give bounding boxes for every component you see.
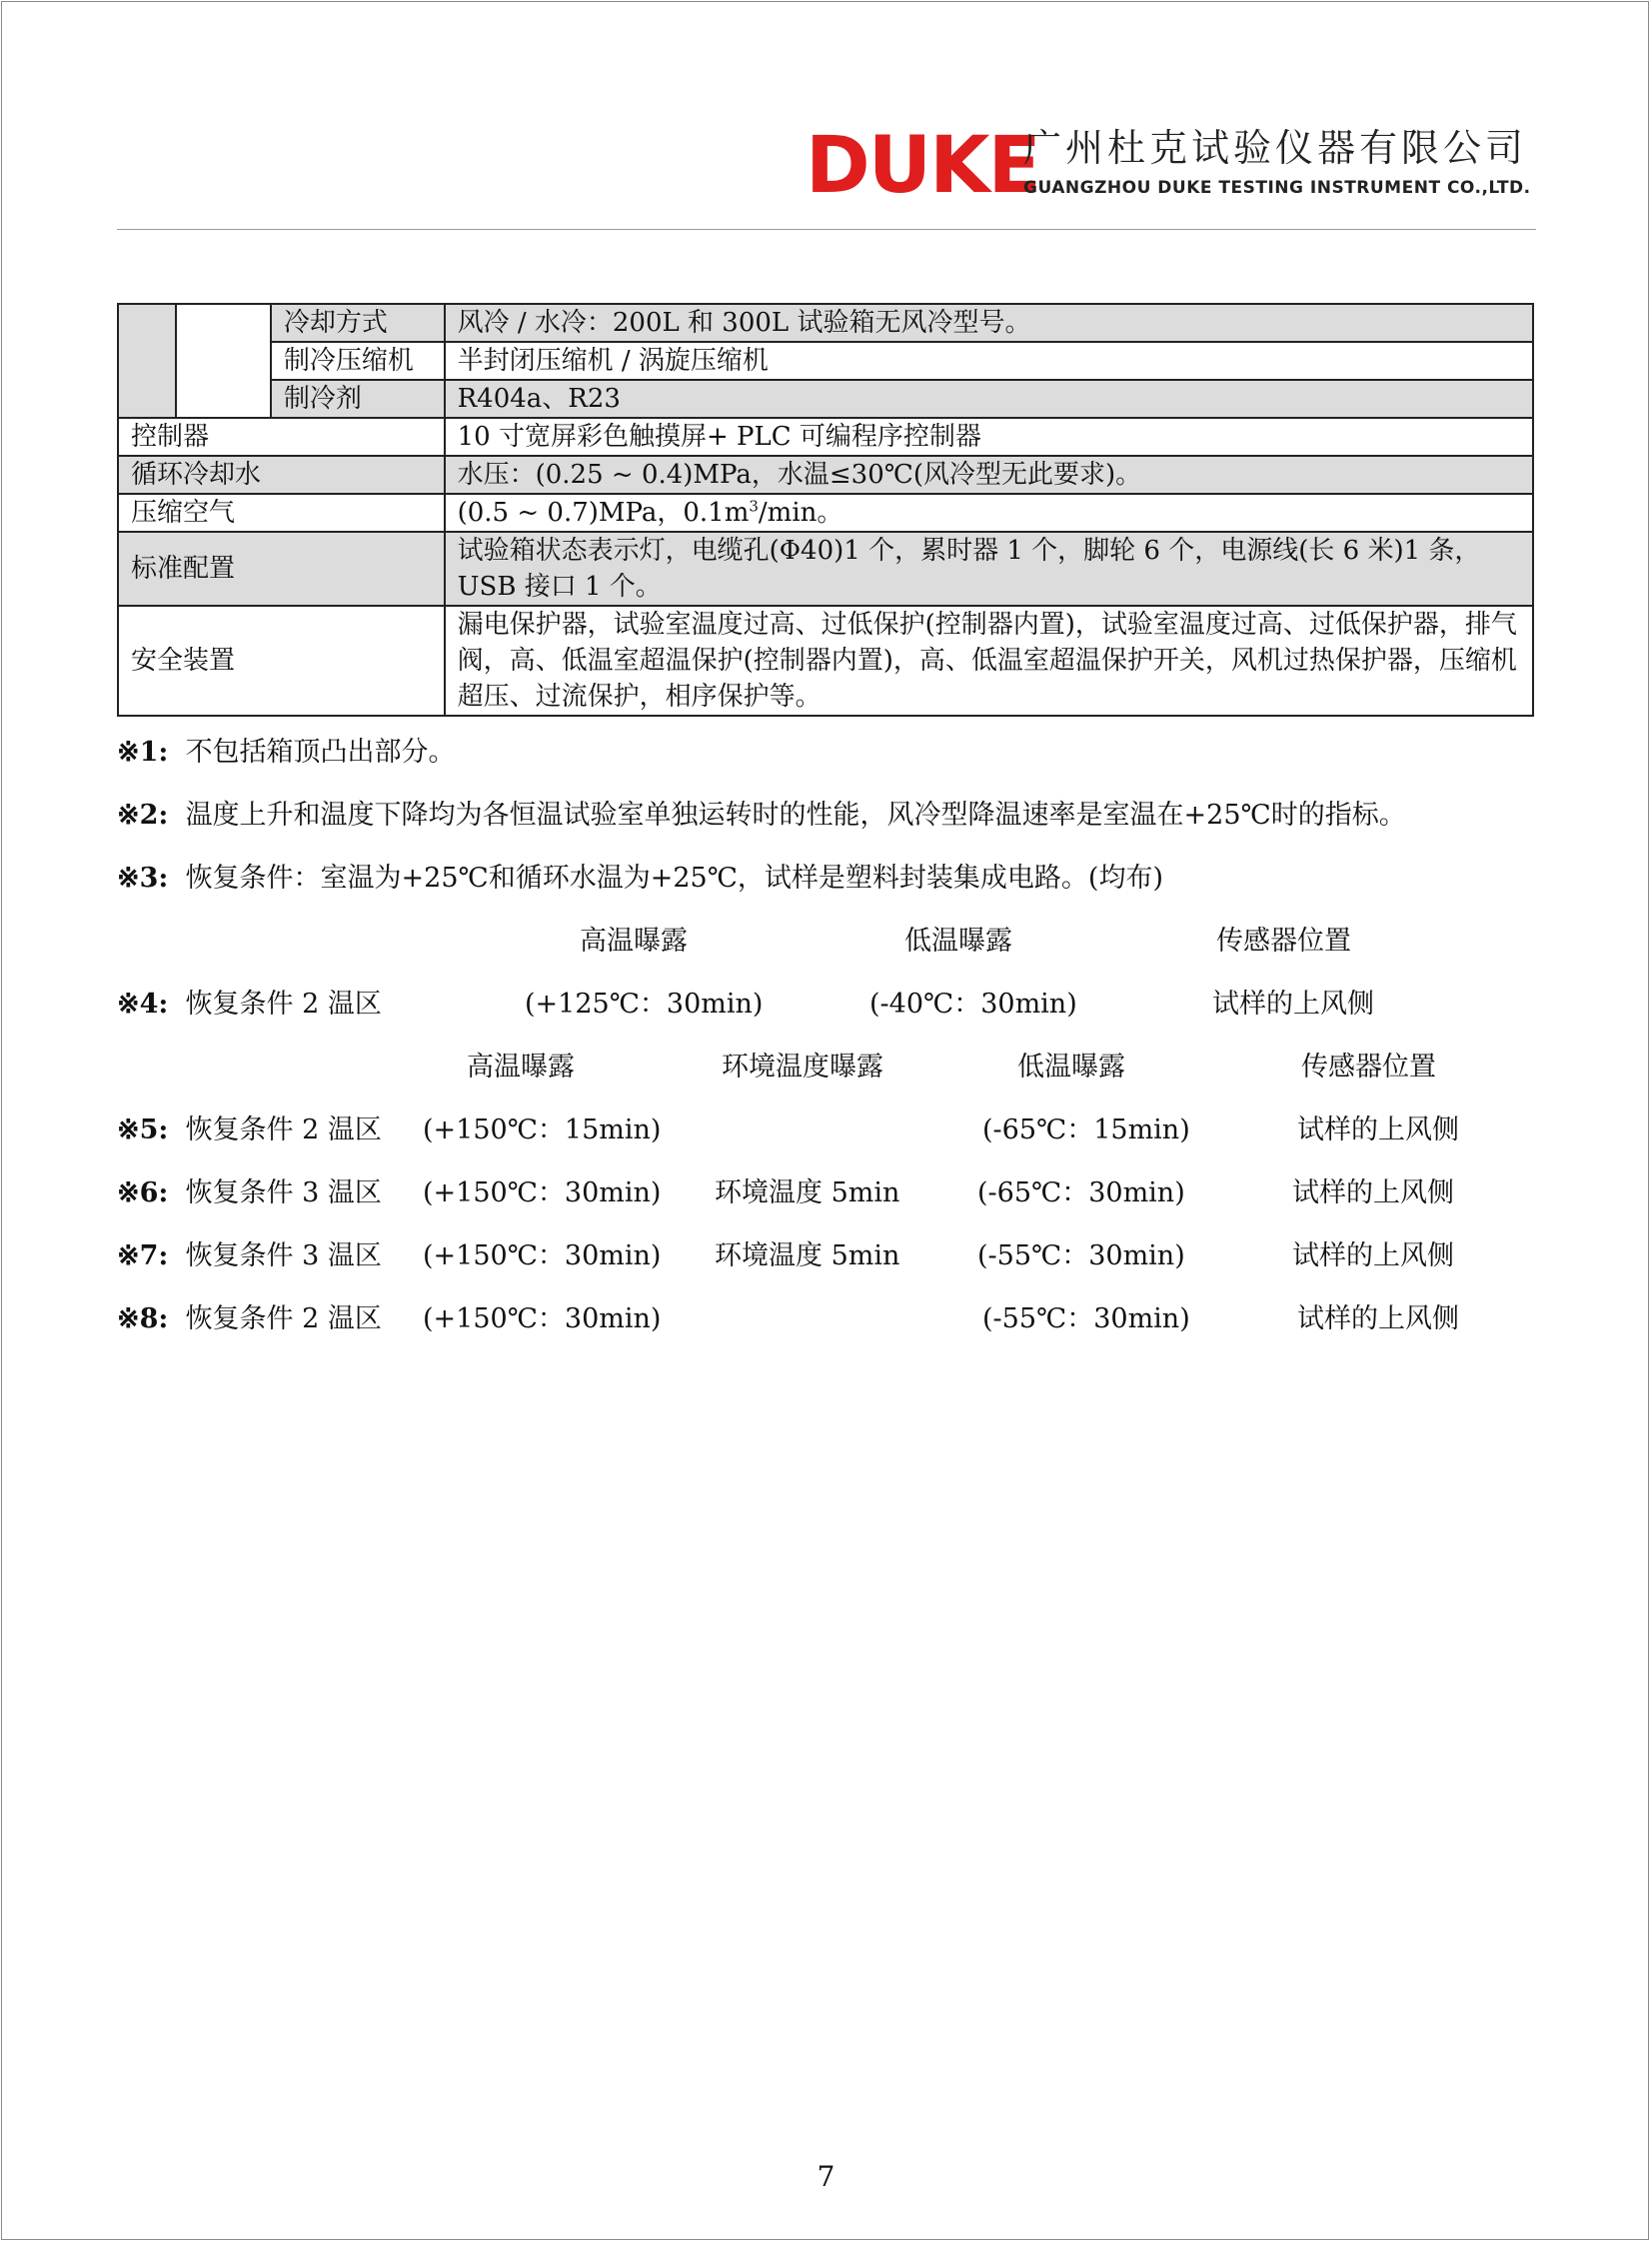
- note-text: 恢复条件 2 温区: [185, 1303, 382, 1334]
- sensor-position-value: 试样的上风侧: [1297, 1303, 1459, 1334]
- table-row: [118, 418, 1533, 456]
- controller-label: 控制器: [118, 418, 445, 456]
- low-exposure-value: (-55℃：30min): [982, 1303, 1190, 1334]
- note-mark: ※6:: [117, 1177, 169, 1208]
- ambient-exposure-value: 环境温度 5min: [715, 1177, 900, 1208]
- note-text: 恢复条件 3 温区: [185, 1177, 382, 1208]
- high-exposure-value: (+125℃：30min): [525, 989, 764, 1020]
- note-6: [117, 1175, 382, 1211]
- note-3: [117, 861, 1163, 897]
- compressor-value: 半封闭压缩机 / 涡旋压缩机: [445, 342, 1533, 380]
- column-header-low: 低温曝露: [904, 926, 1012, 957]
- note-text: 不包括箱顶凸出部分。: [185, 737, 456, 768]
- note-text: 恢复条件 2 温区: [185, 989, 382, 1020]
- note-text: 恢复条件 3 温区: [185, 1240, 382, 1271]
- column-header-high: 高温曝露: [467, 1052, 575, 1083]
- company-name-en: GUANGZHOU DUKE TESTING INSTRUMENT CO.,LTD.: [1023, 178, 1531, 198]
- column-header-sensor: 传感器位置: [1216, 926, 1351, 957]
- standard-config-label: 标准配置: [118, 532, 445, 606]
- column-header-sensor: 传感器位置: [1301, 1052, 1436, 1083]
- company-name-cn: 广州杜克试验仪器有限公司: [1023, 126, 1528, 170]
- compressor-label: 制冷压缩机: [271, 342, 445, 380]
- table-row: [118, 494, 1533, 532]
- note-1: [117, 735, 456, 771]
- note-mark: ※7:: [117, 1240, 169, 1271]
- note-mark: ※3:: [117, 863, 169, 894]
- low-exposure-value: (-65℃：15min): [982, 1115, 1190, 1145]
- refrigerant-label: 制冷剂: [271, 380, 445, 418]
- note-mark: ※4:: [117, 989, 169, 1020]
- note-text: 温度上升和温度下降均为各恒温试验室单独运转时的性能，风冷型降温速率是室温在+25℃时的指标。: [185, 800, 1406, 831]
- sensor-position-value: 试样的上风侧: [1212, 989, 1374, 1020]
- cooling-method-label: 冷却方式: [271, 304, 445, 342]
- note-4: [117, 987, 382, 1023]
- table-row: [118, 304, 1533, 342]
- column-header-low: 低温曝露: [1017, 1052, 1125, 1083]
- spec-table: [117, 303, 1534, 717]
- air-value-superscript: 3: [749, 497, 759, 516]
- column-header-high: 高温曝露: [580, 926, 688, 957]
- note-mark: ※5:: [117, 1115, 169, 1145]
- water-value: 水压：(0.25 ~ 0.4)MPa，水温≤30℃(风冷型无此要求)。: [445, 456, 1533, 494]
- table-row: [118, 342, 1533, 380]
- merged-cell: [176, 304, 271, 418]
- sensor-position-value: 试样的上风侧: [1297, 1115, 1459, 1145]
- low-exposure-value: (-55℃：30min): [977, 1240, 1185, 1271]
- air-value-main: (0.5 ~ 0.7)MPa，0.1m: [457, 498, 750, 528]
- header-divider: [117, 229, 1536, 230]
- sensor-position-value: 试样的上风侧: [1292, 1240, 1454, 1271]
- note-7: [117, 1238, 382, 1274]
- table-row: [118, 532, 1533, 606]
- high-exposure-value: (+150℃：30min): [423, 1240, 662, 1271]
- note-mark: ※2:: [117, 800, 169, 831]
- column-header-ambient: 环境温度曝露: [722, 1052, 883, 1083]
- low-exposure-value: (-65℃：30min): [977, 1177, 1185, 1208]
- safety-label: 安全装置: [118, 606, 445, 716]
- note-5: [117, 1113, 382, 1148]
- table-row: [118, 456, 1533, 494]
- table-row: [118, 606, 1533, 716]
- standard-config-value: 试验箱状态表示灯，电缆孔(Φ40)1 个，累时器 1 个，脚轮 6 个，电源线(长 6 米)1 条，USB 接口 1 个。: [445, 532, 1533, 606]
- air-label: 压缩空气: [118, 494, 445, 532]
- safety-value: 漏电保护器，试验室温度过高、过低保护(控制器内置)，试验室温度过高、过低保护器，排气阀，高、低温室超温保护(控制器内置)，高、低温室超温保护开关，风机过热保护器，压缩机超压、过流保护，相序保护等。: [445, 606, 1533, 716]
- high-exposure-value: (+150℃：30min): [423, 1303, 662, 1334]
- high-exposure-value: (+150℃：30min): [423, 1177, 662, 1208]
- note-8: [117, 1301, 382, 1337]
- table-row: [118, 380, 1533, 418]
- low-exposure-value: (-40℃：30min): [869, 989, 1077, 1020]
- note-text: 恢复条件 2 温区: [185, 1115, 382, 1145]
- page-number: 7: [817, 2160, 835, 2193]
- air-value: [445, 494, 1533, 532]
- duke-logo: DUKE: [806, 121, 1039, 211]
- high-exposure-value: (+150℃：15min): [423, 1115, 662, 1145]
- merged-cell: [118, 304, 176, 418]
- sensor-position-value: 试样的上风侧: [1292, 1177, 1454, 1208]
- note-2: [117, 798, 1406, 834]
- ambient-exposure-value: 环境温度 5min: [715, 1240, 900, 1271]
- water-label: 循环冷却水: [118, 456, 445, 494]
- note-mark: ※1:: [117, 737, 169, 768]
- note-mark: ※8:: [117, 1303, 169, 1334]
- air-value-tail: /min。: [758, 498, 843, 528]
- controller-value: 10 寸宽屏彩色触摸屏+ PLC 可编程序控制器: [445, 418, 1533, 456]
- cooling-method-value: 风冷 / 水冷：200L 和 300L 试验箱无风冷型号。: [445, 304, 1533, 342]
- refrigerant-value: R404a、R23: [445, 380, 1533, 418]
- note-text: 恢复条件：室温为+25℃和循环水温为+25℃，试样是塑料封装集成电路。(均布): [185, 863, 1163, 894]
